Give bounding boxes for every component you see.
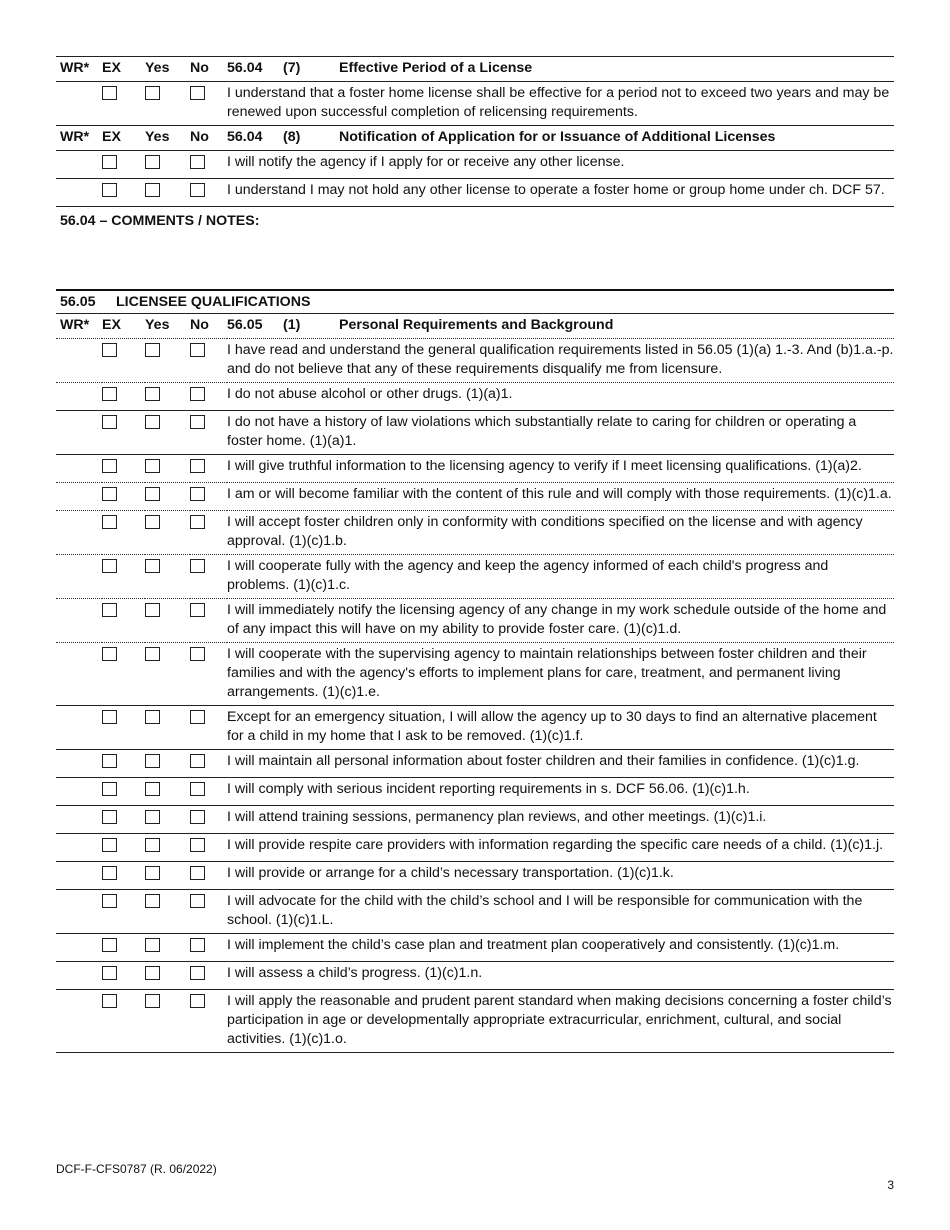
statement-text: I will implement the child’s case plan and treatment plan cooperatively and consistently. (1)(c)1.m. [227, 934, 894, 962]
ex-checkbox[interactable] [102, 387, 117, 401]
no-checkbox[interactable] [190, 515, 205, 529]
statement-text: I will notify the agency if I apply for or receive any other license. [227, 151, 894, 179]
yes-checkbox[interactable] [145, 647, 160, 661]
section-56-05-table [56, 314, 894, 1053]
no-checkbox[interactable] [190, 782, 205, 796]
ex-checkbox[interactable] [102, 487, 117, 501]
yes-checkbox[interactable] [145, 155, 160, 169]
col-ex: EX [102, 57, 145, 82]
yes-checkbox[interactable] [145, 487, 160, 501]
statement-text: I will provide or arrange for a child’s necessary transportation. (1)(c)1.k. [227, 862, 894, 890]
table-row [56, 82, 894, 126]
no-checkbox[interactable] [190, 810, 205, 824]
ex-checkbox[interactable] [102, 994, 117, 1008]
yes-checkbox[interactable] [145, 966, 160, 980]
col-ex: EX [102, 126, 145, 151]
table-row [56, 778, 894, 806]
ex-checkbox[interactable] [102, 782, 117, 796]
section-title-56-04-7: 56.04 (7) Effective Period of a License [227, 57, 894, 82]
table-row [56, 599, 894, 643]
yes-checkbox[interactable] [145, 838, 160, 852]
col-wr: WR* [56, 57, 102, 82]
yes-checkbox[interactable] [145, 938, 160, 952]
yes-checkbox[interactable] [145, 810, 160, 824]
statement-text: I will give truthful information to the licensing agency to verify if I meet licensing qualifications. (1)(a)2. [227, 455, 894, 483]
yes-checkbox[interactable] [145, 559, 160, 573]
statement-text: Except for an emergency situation, I will allow the agency up to 30 days to find an alternative placement for a child in my home that I ask to be removed. (1)(c)1.f. [227, 706, 894, 750]
col-no: No [190, 314, 227, 339]
table-row [56, 834, 894, 862]
table-row [56, 555, 894, 599]
statement-text: I will accept foster children only in conformity with conditions specified on the license and with agency approval. (1)(c)1.b. [227, 511, 894, 555]
no-checkbox[interactable] [190, 994, 205, 1008]
yes-checkbox[interactable] [145, 710, 160, 724]
ex-checkbox[interactable] [102, 603, 117, 617]
no-checkbox[interactable] [190, 415, 205, 429]
ex-checkbox[interactable] [102, 866, 117, 880]
col-yes: Yes [145, 314, 190, 339]
ex-checkbox[interactable] [102, 559, 117, 573]
no-checkbox[interactable] [190, 155, 205, 169]
table-row [56, 151, 894, 179]
ex-checkbox[interactable] [102, 459, 117, 473]
no-checkbox[interactable] [190, 754, 205, 768]
comments-notes-label: 56.04 – COMMENTS / NOTES: [60, 213, 260, 229]
ex-checkbox[interactable] [102, 894, 117, 908]
no-checkbox[interactable] [190, 559, 205, 573]
table-row [56, 962, 894, 990]
table-row [56, 990, 894, 1053]
table-row [56, 890, 894, 934]
section-title-56-04-8: 56.04 (8) Notification of Application for or Issuance of Additional Licenses [227, 126, 894, 151]
statement-text: I will immediately notify the licensing agency of any change in my work schedule outside of the home and of any impact this will have on my ability to provide foster care. (1)(c)1.d. [227, 599, 894, 643]
statement-text: I do not have a history of law violations which substantially relate to caring for children or operating a foster home. (1)(a)1. [227, 411, 894, 455]
statement-text: I will provide respite care providers with information regarding the specific care needs of a child. (1)(c)1.j. [227, 834, 894, 862]
statement-text: I do not abuse alcohol or other drugs. (1)(a)1. [227, 383, 894, 411]
statement-text: I understand that a foster home license shall be effective for a period not to exceed two years and may be renewed upon successful completion of relicensing requirements. [227, 82, 894, 126]
ex-checkbox[interactable] [102, 515, 117, 529]
no-checkbox[interactable] [190, 647, 205, 661]
table-row [56, 806, 894, 834]
ex-checkbox[interactable] [102, 647, 117, 661]
yes-checkbox[interactable] [145, 866, 160, 880]
statement-text: I have read and understand the general qualification requirements listed in 56.05 (1)(a) 1.-3. And (b)1.a.-p. and do not believe that any of these requirements disqualify me from licensure. [227, 339, 894, 383]
ex-checkbox[interactable] [102, 938, 117, 952]
statement-text: I will cooperate fully with the agency and keep the agency informed of each child's progress and problems. (1)(c)1.c. [227, 555, 894, 599]
yes-checkbox[interactable] [145, 782, 160, 796]
yes-checkbox[interactable] [145, 183, 160, 197]
statement-text: I will advocate for the child with the child’s school and I will be responsible for communication with the school. (1)(c)1.L. [227, 890, 894, 934]
ex-checkbox[interactable] [102, 415, 117, 429]
statement-text: I understand I may not hold any other license to operate a foster home or group home under ch. DCF 57. [227, 179, 894, 207]
no-checkbox[interactable] [190, 487, 205, 501]
col-wr: WR* [56, 314, 102, 339]
ex-checkbox[interactable] [102, 86, 117, 100]
yes-checkbox[interactable] [145, 387, 160, 401]
no-checkbox[interactable] [190, 603, 205, 617]
ex-checkbox[interactable] [102, 966, 117, 980]
yes-checkbox[interactable] [145, 343, 160, 357]
statement-text: I will comply with serious incident reporting requirements in s. DCF 56.06. (1)(c)1.h. [227, 778, 894, 806]
ex-checkbox[interactable] [102, 710, 117, 724]
table-row [56, 706, 894, 750]
table-row [56, 750, 894, 778]
statement-text: I will attend training sessions, permanency plan reviews, and other meetings. (1)(c)1.i. [227, 806, 894, 834]
section-56-04-table [56, 56, 894, 207]
no-checkbox[interactable] [190, 459, 205, 473]
column-header-row [56, 126, 894, 151]
table-row [56, 483, 894, 511]
yes-checkbox[interactable] [145, 515, 160, 529]
page-number: 3 [887, 1178, 894, 1192]
table-row [56, 511, 894, 555]
yes-checkbox[interactable] [145, 754, 160, 768]
no-checkbox[interactable] [190, 966, 205, 980]
section-heading-56-05: 56.05 LICENSEE QUALIFICATIONS [56, 289, 894, 314]
no-checkbox[interactable] [190, 838, 205, 852]
form-id: DCF-F-CFS0787 (R. 06/2022) [56, 1162, 217, 1176]
table-row [56, 339, 894, 383]
column-header-row [56, 57, 894, 82]
col-no: No [190, 57, 227, 82]
yes-checkbox[interactable] [145, 894, 160, 908]
no-checkbox[interactable] [190, 343, 205, 357]
ex-checkbox[interactable] [102, 183, 117, 197]
no-checkbox[interactable] [190, 710, 205, 724]
no-checkbox[interactable] [190, 183, 205, 197]
col-ex: EX [102, 314, 145, 339]
no-checkbox[interactable] [190, 894, 205, 908]
statement-text: I will apply the reasonable and prudent parent standard when making decisions concerning a foster child’s participation in age or developmentally appropriate extracurricular, enrichment, cultural, and social activities. (1)(c)1.o. [227, 990, 894, 1053]
col-yes: Yes [145, 126, 190, 151]
statement-text: I will cooperate with the supervising agency to maintain relationships between foster children and their families and with the agency's efforts to implement plans for care, treatment, and permanent living arrangements. (1)(c)1.e. [227, 643, 894, 706]
table-row [56, 862, 894, 890]
table-row [56, 643, 894, 706]
yes-checkbox[interactable] [145, 415, 160, 429]
table-row [56, 455, 894, 483]
ex-checkbox[interactable] [102, 343, 117, 357]
no-checkbox[interactable] [190, 866, 205, 880]
statement-text: I will assess a child’s progress. (1)(c)1.n. [227, 962, 894, 990]
table-row [56, 411, 894, 455]
table-row [56, 383, 894, 411]
col-no: No [190, 126, 227, 151]
statement-text: I am or will become familiar with the content of this rule and will comply with those requirements. (1)(c)1.a. [227, 483, 894, 511]
table-row [56, 179, 894, 207]
ex-checkbox[interactable] [102, 810, 117, 824]
ex-checkbox[interactable] [102, 754, 117, 768]
column-header-row [56, 314, 894, 339]
no-checkbox[interactable] [190, 938, 205, 952]
yes-checkbox[interactable] [145, 994, 160, 1008]
table-row [56, 934, 894, 962]
document-body [56, 56, 894, 1053]
yes-checkbox[interactable] [145, 603, 160, 617]
ex-checkbox[interactable] [102, 838, 117, 852]
statement-text: I will maintain all personal information about foster children and their families in confidence. (1)(c)1.g. [227, 750, 894, 778]
yes-checkbox[interactable] [145, 86, 160, 100]
section-title-56-05-1: 56.05 (1) Personal Requirements and Background [227, 314, 894, 339]
col-yes: Yes [145, 57, 190, 82]
ex-checkbox[interactable] [102, 155, 117, 169]
no-checkbox[interactable] [190, 387, 205, 401]
no-checkbox[interactable] [190, 86, 205, 100]
yes-checkbox[interactable] [145, 459, 160, 473]
col-wr: WR* [56, 126, 102, 151]
